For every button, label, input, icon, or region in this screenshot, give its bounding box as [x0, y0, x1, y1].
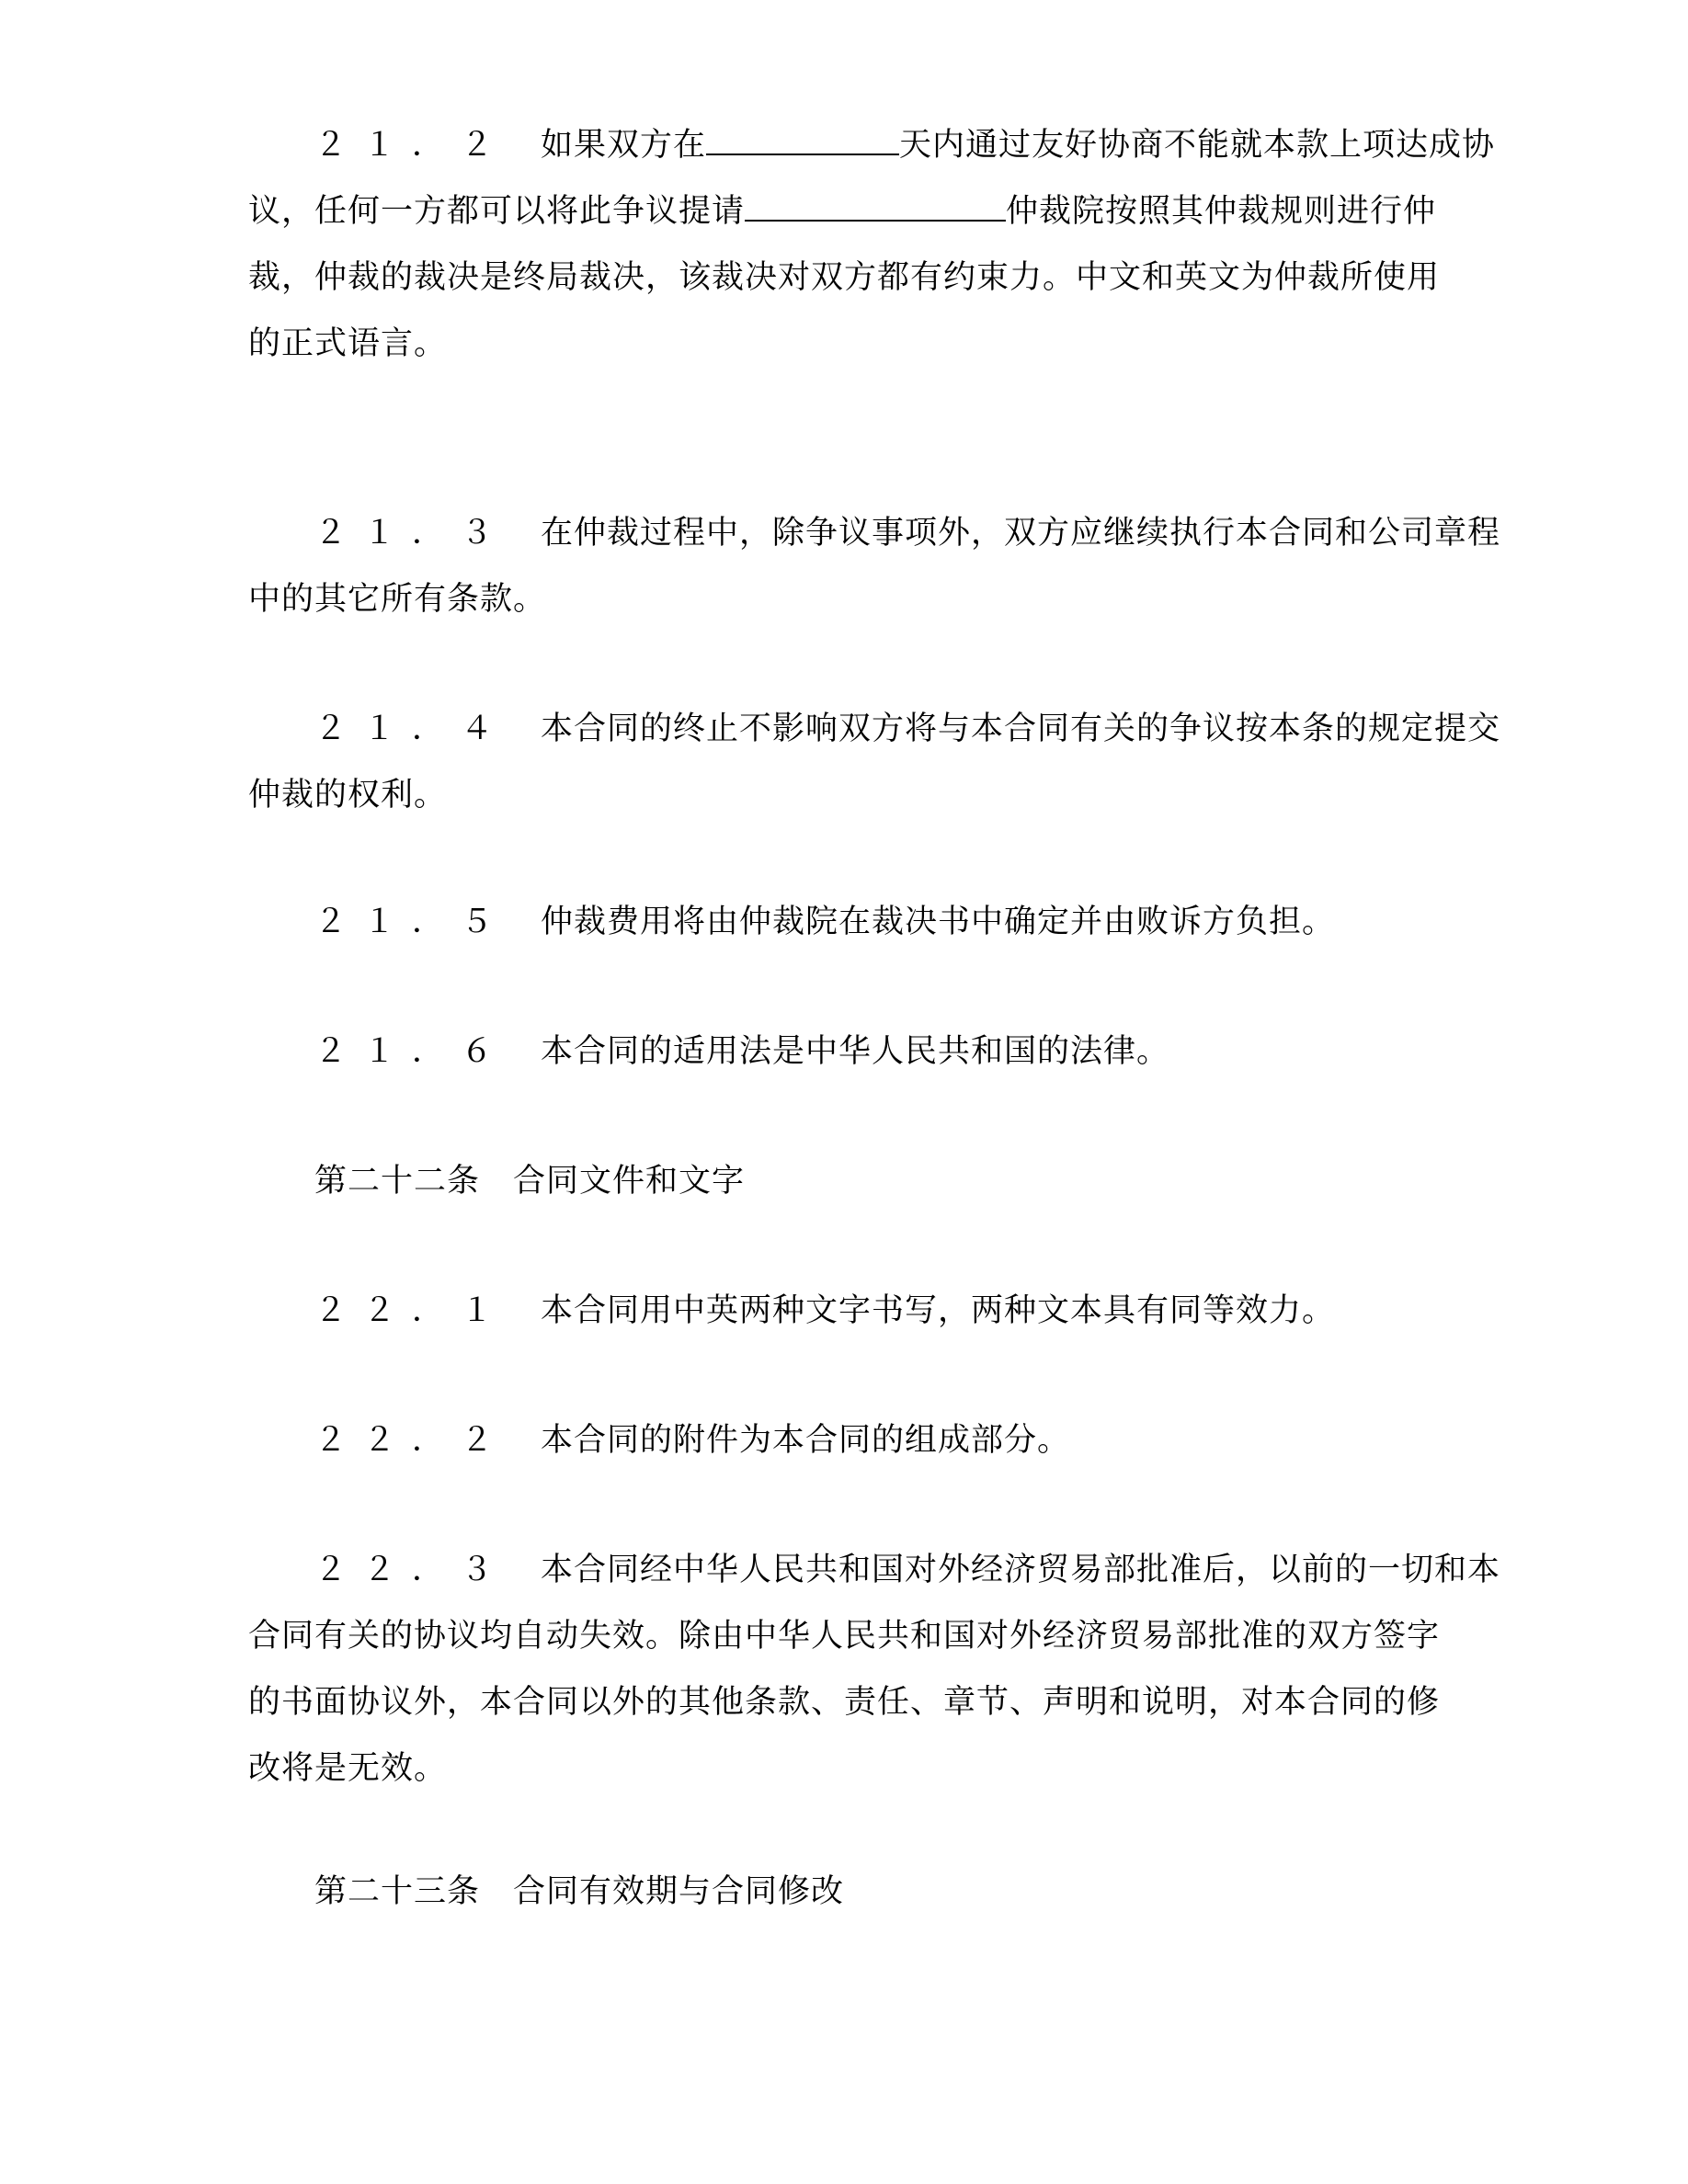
- clause-text: 仲裁院按照其仲裁规则进行仲: [1006, 193, 1437, 230]
- article-22-heading: [248, 1148, 1434, 1214]
- clause-22-3: [248, 1537, 1501, 1802]
- article-heading: 第二十三条 合同有效期与合同修改: [314, 1873, 845, 1910]
- clause-number: ２１．５: [314, 904, 510, 940]
- clause-21-2: [248, 112, 1496, 377]
- clause-number: ２１．３: [314, 515, 510, 552]
- clause-text: 在仲裁过程中，除争议事项外，双方应继续执行本合同和公司章程: [541, 515, 1501, 552]
- clause-line: 中的其它所有条款。: [248, 581, 547, 618]
- fill-in-blank-days: [706, 124, 899, 155]
- clause-line: 改将是无效。: [248, 1750, 448, 1787]
- clause-text: 本合同的附件为本合同的组成部分。: [541, 1422, 1071, 1459]
- fill-in-blank-arbitration-body: [745, 190, 1006, 222]
- article-heading: 第二十二条 合同文件和文字: [314, 1163, 746, 1200]
- clause-21-3: [248, 500, 1501, 632]
- clause-line: [248, 1018, 1434, 1085]
- clause-number: ２１．２: [314, 127, 510, 164]
- clause-number: ２２．３: [314, 1552, 510, 1588]
- clause-line: 仲裁的权利。: [248, 777, 448, 813]
- clause-text: 本合同的终止不影响双方将与本合同有关的争议按本条的规定提交: [541, 711, 1501, 747]
- clause-line: [248, 112, 1496, 178]
- clause-22-2: [248, 1407, 1434, 1473]
- clause-21-5: [248, 889, 1434, 955]
- clause-line: 裁，仲裁的裁决是终局裁决，该裁决对双方都有约束力。中文和英文为仲裁所使用: [248, 259, 1441, 296]
- clause-text: 如果双方在: [541, 127, 707, 164]
- clause-line: [248, 1407, 1434, 1473]
- clause-line: [248, 178, 1437, 245]
- clause-line: 的书面协议外，本合同以外的其他条款、责任、章节、声明和说明，对本合同的修: [248, 1684, 1441, 1721]
- clause-text: 本合同用中英两种文字书写，两种文本具有同等效力。: [541, 1292, 1336, 1329]
- clause-number: ２１．６: [314, 1033, 510, 1070]
- clause-text: 本合同的适用法是中华人民共和国的法律。: [541, 1033, 1170, 1070]
- clause-21-6: [248, 1018, 1434, 1085]
- clause-number: ２２．２: [314, 1422, 510, 1459]
- clause-line: [248, 889, 1434, 955]
- clause-line: [248, 1537, 1501, 1603]
- clause-line: 的正式语言。: [248, 325, 448, 362]
- clause-line: [248, 696, 1501, 762]
- clause-line: 合同有关的协议均自动失效。除由中华人民共和国对外经济贸易部批准的双方签字: [248, 1618, 1441, 1655]
- clause-text: 天内通过友好协商不能就本款上项达成协: [899, 127, 1496, 164]
- clause-22-1: [248, 1278, 1434, 1344]
- clause-text: 仲裁费用将由仲裁院在裁决书中确定并由败诉方负担。: [541, 904, 1336, 940]
- clause-line: [248, 500, 1501, 566]
- clause-21-4: [248, 696, 1501, 828]
- clause-line: [248, 1278, 1434, 1344]
- clause-text: 本合同经中华人民共和国对外经济贸易部批准后，以前的一切和本: [541, 1552, 1501, 1588]
- clause-number: ２２．１: [314, 1292, 510, 1329]
- clause-text: 议，任何一方都可以将此争议提请: [248, 193, 746, 230]
- clause-number: ２１．４: [314, 711, 510, 747]
- article-23-heading: [248, 1859, 1434, 1925]
